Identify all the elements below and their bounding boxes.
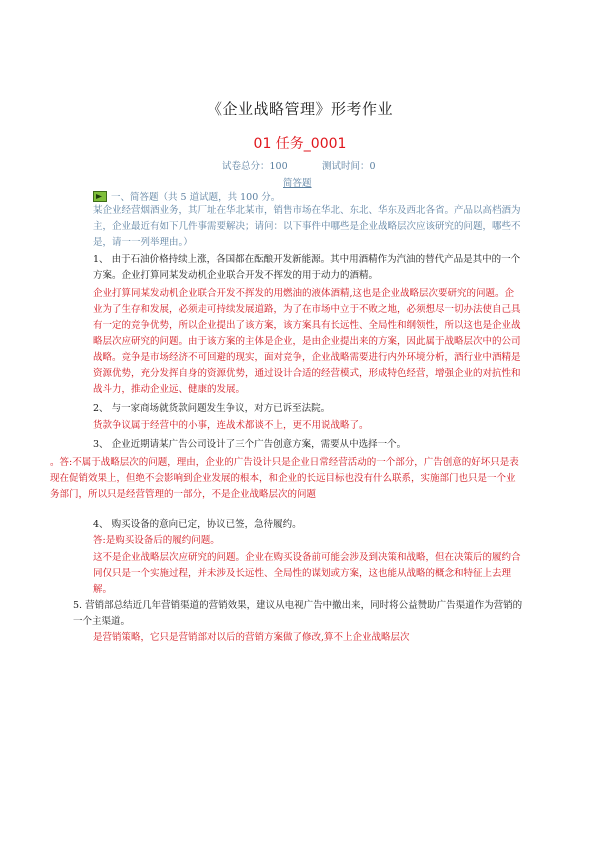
page-title: 《企业战略管理》形考作业 bbox=[206, 100, 393, 118]
test-time: 测试时间：0 bbox=[322, 161, 376, 172]
question-2: 2、 与一家商场就货款问题发生争议，对方已诉至法院。 bbox=[93, 403, 331, 414]
question-1: 1、 由于石油价格持续上涨，各国都在酝酿开发新能源。其中用酒精作为汽油的替代产品是其中的一个方案。企业打算同某发动机企业联合开发不挥发的用于动力的酒精。 bbox=[93, 254, 521, 281]
task-subtitle: 01 任务_0001 bbox=[253, 136, 347, 152]
answer-3: 。答:不属于战略层次的问题，理由，企业的广告设计只是企业日常经营活动的一个部分，广告创意的好坏只是表现在促销效果上，但绝不会影响到企业发展的根本，和企业的长远目标也没有什么联系，实施部门也只是一个业务部门，所以只是经营管理的一部分，不是企业战略层次的问题 bbox=[50, 457, 519, 500]
question-3: 3、 企业近期请某广告公司设计了三个广告创意方案，需要从中选择一个。 bbox=[93, 439, 407, 450]
section-link[interactable]: 简答题 bbox=[283, 178, 312, 189]
total-score: 试卷总分：100 bbox=[222, 161, 288, 172]
question-4: 4、 购买设备的意向已定，协议已签，急待履约。 bbox=[93, 519, 302, 530]
intro-text: 某企业经营烟酒业务，其厂址在华北某市，销售市场在华北、东北、华东及西北各省。产品以高档酒为主，企业最近有如下几件事需要解决；请问：以下事件中哪些是企业战略层次应该研究的问题，哪些不是，请一一列举理由。） bbox=[93, 205, 521, 248]
answer-2: 货款争议属于经营中的小事，连战术都谈不上，更不用说战略了。 bbox=[93, 420, 369, 431]
arrow-icon bbox=[93, 191, 107, 202]
answer-4-lead: 答:是购买设备后的履约问题。 bbox=[93, 535, 220, 546]
answer-1: 企业打算同某发动机企业联合开发不挥发的用燃油的液体酒精,这也是企业战略层次要研究的问题。企业为了生存和发展，必须走可持续发展道路，为了在市场中立于不败之地，必须想尽一切办法使自己具有一定的竞争优势，所以企业提出了该方案，该方案具有长远性、全局性和纲领性，所以这也是企业战略层次应研究的问题。由于该方案的主体是企业，是由企业提出来的方案，因此属于战略层次中的公司战略。竞争是市场经济不可回避的现实，面对竞争，企业战略需要进行内外环境分析，酒行业中酒精是资源优势，充分发挥自身的资源优势，通过设计合适的经营模式，形成特色经营，增强企业的对抗性和战斗力，推动企业远、健康的发展。 bbox=[93, 288, 521, 395]
section-heading bbox=[93, 189, 280, 203]
section-heading-text: 一、简答题（共 5 道试题，共 100 分。 bbox=[111, 192, 281, 203]
answer-4: 这不是企业战略层次应研究的问题。企业在购买设备前可能会涉及到决策和战略，但在决策后的履约合同仅只是一个实施过程，并未涉及长远性、全局性的谋划或方案，这也能从战略的概念和特征上去理解。 bbox=[93, 552, 521, 595]
question-5: 5. 营销部总结近几年营销渠道的营销效果，建议从电视广告中撤出来，同时将公益赞助广告渠道作为营销的一个主渠道。 bbox=[73, 600, 523, 627]
answer-5: 是营销策略，它只是营销部对以后的营销方案做了修改,算不上企业战略层次 bbox=[93, 632, 410, 643]
